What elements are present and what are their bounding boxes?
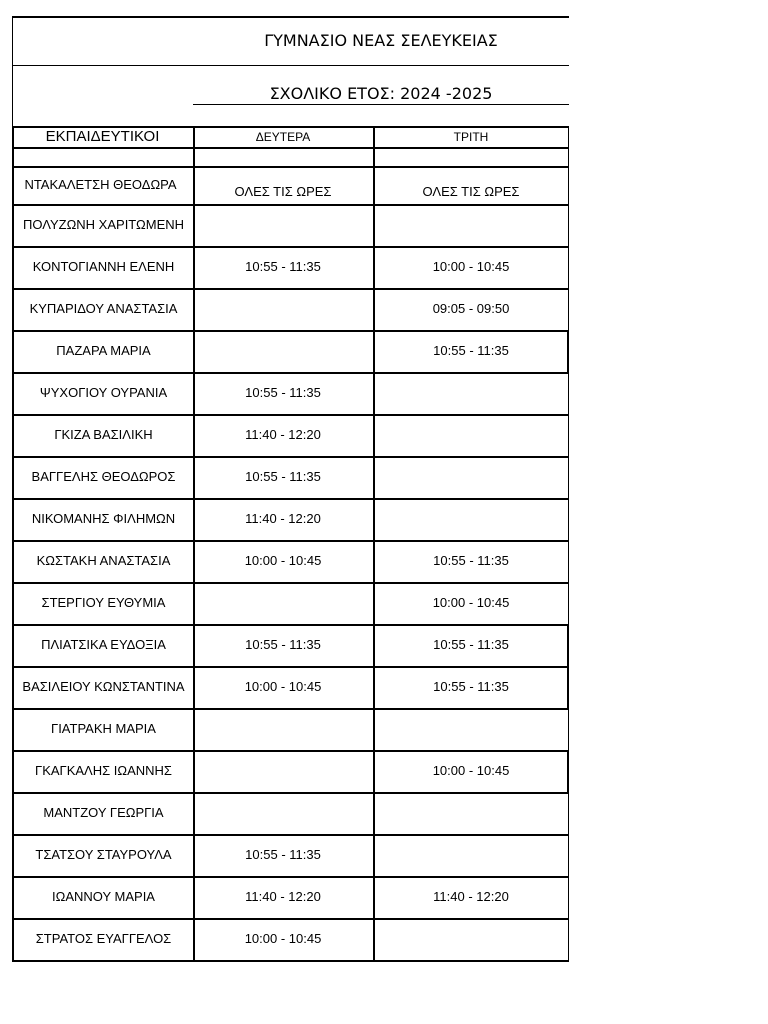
grid-hline xyxy=(12,498,569,500)
monday-time: 10:00 - 10:45 xyxy=(244,679,322,694)
grid-hline xyxy=(12,288,569,290)
teacher-name: ΚΥΠΑΡΙΔΟΥ ΑΝΑΣΤΑΣΙΑ xyxy=(29,301,178,316)
title-divider xyxy=(12,65,569,66)
monday-time: 11:40 - 12:20 xyxy=(245,889,321,904)
grid-hline xyxy=(12,918,569,920)
tuesday-time: 10:55 - 11:35 xyxy=(433,637,509,652)
grid-hline xyxy=(12,246,569,248)
tuesday-time: 10:55 - 11:35 xyxy=(433,343,509,358)
header-tuesday: ΤΡΙΤΗ xyxy=(453,130,489,144)
header-teachers: ΕΚΠΑΙΔΕΥΤΙΚΟΙ xyxy=(45,128,160,145)
grid-hline xyxy=(12,582,569,584)
monday-time: 10:00 - 10:45 xyxy=(244,931,322,946)
grid-hline xyxy=(12,750,569,752)
grid-hline xyxy=(12,126,569,128)
teacher-name: ΝΙΚΟΜΑΝΗΣ ΦΙΛΗΜΩΝ xyxy=(31,511,176,526)
grid-hline xyxy=(12,708,569,710)
school-name: ΓΥΜΝΑΣΙΟ ΝΕΑΣ ΣΕΛΕΥΚΕΙΑΣ xyxy=(264,31,498,50)
grid-hline xyxy=(12,540,569,542)
grid-hline xyxy=(12,792,569,794)
grid-vline xyxy=(12,126,14,962)
teacher-name: ΙΩΑΝΝΟΥ ΜΑΡΙΑ xyxy=(52,889,155,904)
teacher-name: ΓΙΑΤΡΑΚΗ ΜΑΡΙΑ xyxy=(51,721,156,736)
monday-time: 10:00 - 10:45 xyxy=(244,553,322,568)
teacher-name: ΠΑΖΑΡΑ ΜΑΡΙΑ xyxy=(56,343,151,358)
monday-time: 11:40 - 12:20 xyxy=(245,427,321,442)
grid-hline xyxy=(12,666,569,668)
monday-time: 10:55 - 11:35 xyxy=(245,469,321,484)
tuesday-time: 10:00 - 10:45 xyxy=(432,763,510,778)
grid-vline xyxy=(568,126,569,962)
grid-hline xyxy=(12,414,569,416)
teacher-name: ΣΤΡΑΤΟΣ ΕΥΑΓΓΕΛΟΣ xyxy=(35,931,172,946)
monday-time: 10:55 - 11:35 xyxy=(245,259,321,274)
grid-vline xyxy=(373,126,375,962)
teacher-name: ΒΑΓΓΕΛΗΣ ΘΕΟΔΩΡΟΣ xyxy=(31,469,176,484)
tuesday-time: 09:05 - 09:50 xyxy=(432,301,510,316)
title-left-border xyxy=(12,16,13,128)
header-monday: ΔΕΥΤΕΡΑ xyxy=(255,130,311,144)
monday-time: 10:55 - 11:35 xyxy=(245,385,321,400)
teacher-name: ΓΚΑΓΚΑΛΗΣ ΙΩΑΝΝΗΣ xyxy=(35,763,172,778)
tuesday-time: 10:55 - 11:35 xyxy=(433,553,509,568)
grid-hline xyxy=(12,456,569,458)
grid-vline xyxy=(193,126,195,962)
teacher-name: ΓΚΙΖΑ ΒΑΣΙΛΙΚΗ xyxy=(54,427,153,442)
grid-hline xyxy=(12,372,569,374)
monday-time: 10:55 - 11:35 xyxy=(245,637,321,652)
tuesday-time: 11:40 - 12:20 xyxy=(433,889,509,904)
monday-time: 10:55 - 11:35 xyxy=(245,847,321,862)
grid-hline xyxy=(12,204,569,206)
grid-hline xyxy=(12,330,569,332)
grid-hline xyxy=(12,960,569,962)
teacher-name: ΠΟΛΥΖΩΝΗ ΧΑΡΙΤΩΜΕΝΗ xyxy=(22,217,185,232)
teacher-name: ΜΑΝΤΖΟΥ ΓΕΩΡΓΙΑ xyxy=(43,805,164,820)
tuesday-time: 10:00 - 10:45 xyxy=(432,259,510,274)
top-border xyxy=(12,16,569,18)
monday-time: 11:40 - 12:20 xyxy=(245,511,321,526)
tuesday-time: ΟΛΕΣ ΤΙΣ ΩΡΕΣ xyxy=(422,184,520,199)
grid-hline xyxy=(12,624,569,626)
year-underline xyxy=(193,104,569,105)
teacher-name: ΚΩΣΤΑΚΗ ΑΝΑΣΤΑΣΙΑ xyxy=(36,553,171,568)
teacher-name: ΚΟΝΤΟΓΙΑΝΝΗ ΕΛΕΝΗ xyxy=(32,259,175,274)
school-year: ΣΧΟΛΙΚΟ ΕΤΟΣ: 2024 -2025 xyxy=(269,84,493,103)
grid-hline xyxy=(12,876,569,878)
teacher-name: ΒΑΣΙΛΕΙΟΥ ΚΩΝΣΤΑΝΤΙΝΑ xyxy=(22,679,185,694)
monday-time: ΟΛΕΣ ΤΙΣ ΩΡΕΣ xyxy=(234,184,332,199)
grid-hline xyxy=(12,147,569,149)
teacher-name: ΨΥΧΟΓΙΟΥ ΟΥΡΑΝΙΑ xyxy=(39,385,168,400)
tuesday-time: 10:55 - 11:35 xyxy=(433,679,509,694)
grid-hline xyxy=(12,834,569,836)
teacher-name: ΣΤΕΡΓΙΟΥ ΕΥΘΥΜΙΑ xyxy=(41,595,166,610)
teacher-name: ΠΛΙΑΤΣΙΚΑ ΕΥΔΟΞΙΑ xyxy=(41,637,166,652)
teacher-name: ΤΣΑΤΣΟΥ ΣΤΑΥΡΟΥΛΑ xyxy=(35,847,172,862)
grid-hline xyxy=(12,166,569,168)
tuesday-time: 10:00 - 10:45 xyxy=(432,595,510,610)
teacher-name: ΝΤΑΚΑΛΕΤΣΗ ΘΕΟΔΩΡΑ xyxy=(24,177,177,192)
